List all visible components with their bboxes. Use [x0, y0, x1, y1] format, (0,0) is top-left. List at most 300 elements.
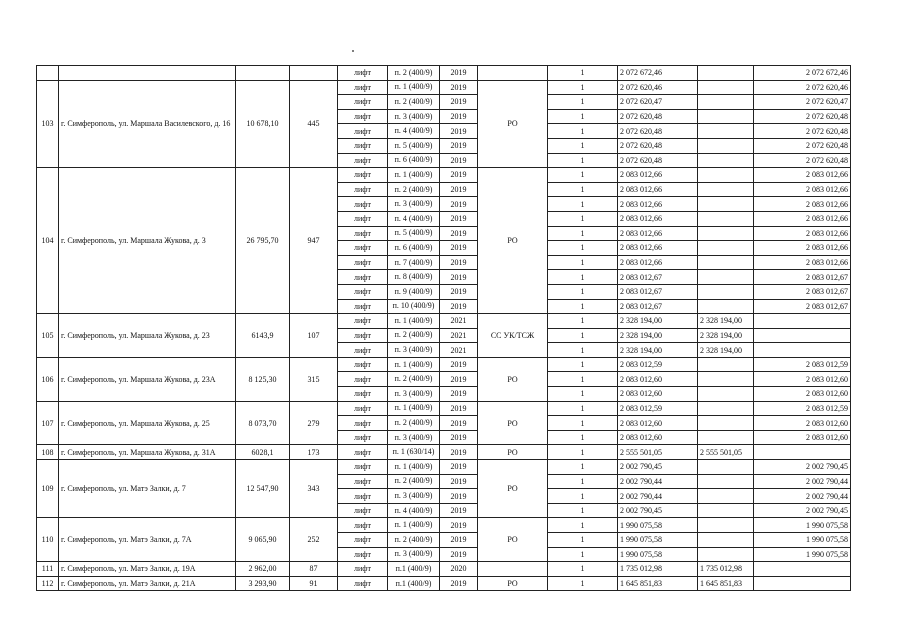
entrance-cell: п.1 (400/9) — [388, 562, 440, 577]
year-cell: 2021 — [440, 328, 478, 343]
work-type-cell: лифт — [338, 416, 388, 431]
fund-cost-cell — [698, 241, 754, 256]
funding-source-cell: РО — [478, 80, 548, 168]
entrance-cell: п. 3 (400/9) — [388, 430, 440, 445]
entrance-cell: п. 3 (400/9) — [388, 489, 440, 504]
ro-cost-cell — [754, 445, 851, 460]
work-type-cell: лифт — [338, 503, 388, 518]
entrance-cell: п. 1 (400/9) — [388, 314, 440, 329]
area-cell: 8 073,70 — [236, 401, 290, 445]
work-type-cell: лифт — [338, 299, 388, 314]
work-type-cell: лифт — [338, 474, 388, 489]
quantity-cell: 1 — [548, 66, 618, 81]
ro-cost-cell: 2 083 012,66 — [754, 211, 851, 226]
year-cell: 2019 — [440, 489, 478, 504]
quantity-cell: 1 — [548, 576, 618, 591]
fund-cost-cell — [698, 95, 754, 110]
quantity-cell: 1 — [548, 255, 618, 270]
entrance-cell: п. 9 (400/9) — [388, 284, 440, 299]
work-type-cell: лифт — [338, 445, 388, 460]
total-cost-cell: 2 083 012,59 — [618, 401, 698, 416]
year-cell: 2019 — [440, 503, 478, 518]
total-cost-cell: 2 083 012,60 — [618, 416, 698, 431]
fund-cost-cell — [698, 124, 754, 139]
fund-cost-cell — [698, 401, 754, 416]
quantity-cell: 1 — [548, 328, 618, 343]
quantity-cell: 1 — [548, 299, 618, 314]
entrance-cell: п. 7 (400/9) — [388, 255, 440, 270]
work-type-cell: лифт — [338, 153, 388, 168]
entrance-cell: п. 1 (400/9) — [388, 168, 440, 183]
work-type-cell: лифт — [338, 168, 388, 183]
total-cost-cell: 2 328 194,00 — [618, 314, 698, 329]
table-row — [37, 66, 851, 81]
ro-cost-cell: 2 083 012,67 — [754, 270, 851, 285]
funding-source-cell: РО — [478, 445, 548, 460]
year-cell: 2019 — [440, 533, 478, 548]
entrance-cell: п. 3 (400/9) — [388, 197, 440, 212]
ro-cost-cell — [754, 314, 851, 329]
quantity-cell: 1 — [548, 168, 618, 183]
fund-cost-cell: 2 328 194,00 — [698, 314, 754, 329]
work-type-cell: лифт — [338, 109, 388, 124]
total-cost-cell: 2 072 620,48 — [618, 138, 698, 153]
work-type-cell: лифт — [338, 430, 388, 445]
address-cell — [59, 66, 236, 81]
ro-cost-cell: 2 083 012,66 — [754, 226, 851, 241]
funding-source-cell: СС УК/ТСЖ — [478, 314, 548, 358]
entrance-cell: п. 5 (400/9) — [388, 138, 440, 153]
fund-cost-cell — [698, 197, 754, 212]
ro-cost-cell: 2 002 790,45 — [754, 460, 851, 475]
quantity-cell: 1 — [548, 489, 618, 504]
year-cell: 2019 — [440, 401, 478, 416]
table-row — [37, 518, 851, 533]
ro-cost-cell: 2 072 620,48 — [754, 124, 851, 139]
quantity-cell: 1 — [548, 416, 618, 431]
ro-cost-cell: 2 083 012,67 — [754, 284, 851, 299]
quantity-cell: 1 — [548, 503, 618, 518]
ro-cost-cell: 2 072 672,46 — [754, 66, 851, 81]
scan-speck — [352, 50, 354, 52]
total-cost-cell: 2 002 790,44 — [618, 474, 698, 489]
fund-cost-cell: 1 735 012,98 — [698, 562, 754, 577]
work-type-cell: лифт — [338, 138, 388, 153]
quantity-cell: 1 — [548, 387, 618, 402]
year-cell: 2019 — [440, 518, 478, 533]
table-row — [37, 357, 851, 372]
quantity-cell: 1 — [548, 270, 618, 285]
address-cell: г. Симферополь, ул. Маршала Жукова, д. 3 — [59, 168, 236, 314]
entrance-cell: п. 1 (400/9) — [388, 518, 440, 533]
work-type-cell: лифт — [338, 357, 388, 372]
ro-cost-cell: 2 083 012,67 — [754, 299, 851, 314]
fund-cost-cell — [698, 518, 754, 533]
ro-cost-cell: 2 083 012,60 — [754, 430, 851, 445]
area-cell: 9 065,90 — [236, 518, 290, 562]
total-cost-cell: 2 083 012,66 — [618, 168, 698, 183]
quantity-cell: 1 — [548, 124, 618, 139]
address-cell: г. Симферополь, ул. Матэ Залки, д. 21А — [59, 576, 236, 591]
fund-cost-cell — [698, 299, 754, 314]
area-cell: 6028,1 — [236, 445, 290, 460]
fund-cost-cell — [698, 270, 754, 285]
funding-source-cell — [478, 562, 548, 577]
total-cost-cell: 2 083 012,67 — [618, 270, 698, 285]
fund-cost-cell — [698, 255, 754, 270]
year-cell: 2020 — [440, 562, 478, 577]
year-cell: 2019 — [440, 109, 478, 124]
ro-cost-cell: 2 083 012,59 — [754, 357, 851, 372]
entrance-cell: п. 2 (400/9) — [388, 533, 440, 548]
quantity-cell: 1 — [548, 445, 618, 460]
quantity-cell: 1 — [548, 153, 618, 168]
fund-cost-cell — [698, 460, 754, 475]
work-type-cell: лифт — [338, 255, 388, 270]
total-cost-cell: 2 002 790,44 — [618, 489, 698, 504]
fund-cost-cell: 2 328 194,00 — [698, 343, 754, 358]
work-type-cell: лифт — [338, 460, 388, 475]
year-cell: 2019 — [440, 182, 478, 197]
total-cost-cell: 2 083 012,60 — [618, 430, 698, 445]
work-type-cell: лифт — [338, 241, 388, 256]
entrance-cell: п. 3 (400/9) — [388, 109, 440, 124]
funding-source-cell — [478, 66, 548, 81]
year-cell: 2019 — [440, 241, 478, 256]
entrance-cell: п. 3 (400/9) — [388, 343, 440, 358]
quantity-cell: 1 — [548, 460, 618, 475]
work-type-cell: лифт — [338, 576, 388, 591]
table-row — [37, 401, 851, 416]
work-type-cell: лифт — [338, 124, 388, 139]
year-cell: 2019 — [440, 416, 478, 431]
fund-cost-cell — [698, 387, 754, 402]
year-cell: 2019 — [440, 197, 478, 212]
total-cost-cell: 1 990 075,58 — [618, 518, 698, 533]
quantity-cell: 1 — [548, 372, 618, 387]
work-type-cell: лифт — [338, 518, 388, 533]
fund-cost-cell — [698, 109, 754, 124]
entrance-cell: п. 4 (400/9) — [388, 503, 440, 518]
ro-cost-cell — [754, 328, 851, 343]
entrance-cell: п. 2 (400/9) — [388, 328, 440, 343]
table-row — [37, 562, 851, 577]
quantity-cell: 1 — [548, 401, 618, 416]
year-cell: 2019 — [440, 211, 478, 226]
row-number-cell: 106 — [37, 357, 59, 401]
entrance-cell: п. 1 (400/9) — [388, 80, 440, 95]
year-cell: 2019 — [440, 80, 478, 95]
year-cell: 2019 — [440, 255, 478, 270]
fund-cost-cell — [698, 357, 754, 372]
area-cell: 3 293,90 — [236, 576, 290, 591]
area-cell: 6143,9 — [236, 314, 290, 358]
apartments-cell: 445 — [290, 80, 338, 168]
fund-cost-cell: 2 328 194,00 — [698, 328, 754, 343]
year-cell: 2019 — [440, 547, 478, 562]
ro-cost-cell: 2 072 620,48 — [754, 138, 851, 153]
quantity-cell: 1 — [548, 80, 618, 95]
year-cell: 2019 — [440, 153, 478, 168]
address-cell: г. Симферополь, ул. Маршала Жукова, д. 25 — [59, 401, 236, 445]
address-cell: г. Симферополь, ул. Маршала Василевского, д. 16 — [59, 80, 236, 168]
fund-cost-cell — [698, 503, 754, 518]
ro-cost-cell: 2 083 012,66 — [754, 168, 851, 183]
apartments-cell: 87 — [290, 562, 338, 577]
fund-cost-cell — [698, 182, 754, 197]
entrance-cell: п. 2 (400/9) — [388, 95, 440, 110]
table-row — [37, 168, 851, 183]
work-type-cell: лифт — [338, 343, 388, 358]
work-type-cell: лифт — [338, 182, 388, 197]
year-cell: 2019 — [440, 270, 478, 285]
ro-cost-cell — [754, 343, 851, 358]
fund-cost-cell — [698, 489, 754, 504]
ro-cost-cell: 2 072 620,46 — [754, 80, 851, 95]
entrance-cell: п. 1 (630/14) — [388, 445, 440, 460]
total-cost-cell: 2 083 012,66 — [618, 182, 698, 197]
ro-cost-cell: 1 990 075,58 — [754, 518, 851, 533]
apartments-cell: 107 — [290, 314, 338, 358]
address-cell: г. Симферополь, ул. Матэ Залки, д. 7А — [59, 518, 236, 562]
total-cost-cell: 2 002 790,45 — [618, 460, 698, 475]
apartments-cell: 91 — [290, 576, 338, 591]
fund-cost-cell — [698, 211, 754, 226]
total-cost-cell: 2 002 790,45 — [618, 503, 698, 518]
entrance-cell: п. 1 (400/9) — [388, 357, 440, 372]
apartments-cell: 173 — [290, 445, 338, 460]
quantity-cell: 1 — [548, 241, 618, 256]
fund-cost-cell: 1 645 851,83 — [698, 576, 754, 591]
ro-cost-cell: 2 072 620,48 — [754, 109, 851, 124]
register-body — [37, 66, 851, 591]
year-cell: 2019 — [440, 138, 478, 153]
fund-cost-cell — [698, 416, 754, 431]
entrance-cell: п. 6 (400/9) — [388, 241, 440, 256]
year-cell: 2021 — [440, 314, 478, 329]
fund-cost-cell — [698, 80, 754, 95]
quantity-cell: 1 — [548, 547, 618, 562]
work-type-cell: лифт — [338, 328, 388, 343]
total-cost-cell: 2 083 012,66 — [618, 211, 698, 226]
fund-cost-cell — [698, 226, 754, 241]
year-cell: 2019 — [440, 299, 478, 314]
total-cost-cell: 2 328 194,00 — [618, 328, 698, 343]
row-number-cell: 112 — [37, 576, 59, 591]
work-type-cell: лифт — [338, 270, 388, 285]
total-cost-cell: 2 083 012,59 — [618, 357, 698, 372]
fund-cost-cell — [698, 474, 754, 489]
address-cell: г. Симферополь, ул. Маршала Жукова, д. 31А — [59, 445, 236, 460]
area-cell: 2 962,00 — [236, 562, 290, 577]
area-cell: 8 125,30 — [236, 357, 290, 401]
apartments-cell — [290, 66, 338, 81]
ro-cost-cell: 2 083 012,66 — [754, 182, 851, 197]
ro-cost-cell: 2 083 012,60 — [754, 387, 851, 402]
fund-cost-cell — [698, 533, 754, 548]
area-cell: 12 547,90 — [236, 460, 290, 518]
apartments-cell: 343 — [290, 460, 338, 518]
funding-source-cell: РО — [478, 518, 548, 562]
entrance-cell: п. 4 (400/9) — [388, 124, 440, 139]
work-type-cell: лифт — [338, 372, 388, 387]
entrance-cell: п. 1 (400/9) — [388, 460, 440, 475]
ro-cost-cell: 2 083 012,59 — [754, 401, 851, 416]
row-number-cell: 111 — [37, 562, 59, 577]
ro-cost-cell — [754, 562, 851, 577]
quantity-cell: 1 — [548, 95, 618, 110]
ro-cost-cell: 2 083 012,60 — [754, 416, 851, 431]
total-cost-cell: 2 083 012,66 — [618, 241, 698, 256]
quantity-cell: 1 — [548, 138, 618, 153]
entrance-cell: п. 1 (400/9) — [388, 401, 440, 416]
entrance-cell: п. 3 (400/9) — [388, 387, 440, 402]
quantity-cell: 1 — [548, 109, 618, 124]
entrance-cell: п.1 (400/9) — [388, 576, 440, 591]
quantity-cell: 1 — [548, 182, 618, 197]
quantity-cell: 1 — [548, 284, 618, 299]
year-cell: 2019 — [440, 372, 478, 387]
work-type-cell: лифт — [338, 284, 388, 299]
quantity-cell: 1 — [548, 314, 618, 329]
total-cost-cell: 2 083 012,60 — [618, 372, 698, 387]
total-cost-cell: 2 083 012,67 — [618, 299, 698, 314]
work-type-cell: лифт — [338, 562, 388, 577]
work-type-cell: лифт — [338, 401, 388, 416]
work-type-cell: лифт — [338, 80, 388, 95]
year-cell: 2019 — [440, 357, 478, 372]
entrance-cell: п. 10 (400/9) — [388, 299, 440, 314]
funding-source-cell: РО — [478, 460, 548, 518]
fund-cost-cell — [698, 153, 754, 168]
table-row — [37, 460, 851, 475]
year-cell: 2019 — [440, 168, 478, 183]
row-number-cell: 110 — [37, 518, 59, 562]
total-cost-cell: 2 083 012,66 — [618, 226, 698, 241]
work-type-cell: лифт — [338, 533, 388, 548]
total-cost-cell: 1 990 075,58 — [618, 533, 698, 548]
ro-cost-cell: 1 990 075,58 — [754, 547, 851, 562]
row-number-cell: 107 — [37, 401, 59, 445]
entrance-cell: п. 3 (400/9) — [388, 547, 440, 562]
address-cell: г. Симферополь, ул. Маршала Жукова, д. 23 — [59, 314, 236, 358]
year-cell: 2021 — [440, 343, 478, 358]
total-cost-cell: 2 083 012,67 — [618, 284, 698, 299]
total-cost-cell: 1 990 075,58 — [618, 547, 698, 562]
quantity-cell: 1 — [548, 211, 618, 226]
year-cell: 2019 — [440, 460, 478, 475]
funding-source-cell: РО — [478, 168, 548, 314]
ro-cost-cell: 2 002 790,45 — [754, 503, 851, 518]
year-cell: 2019 — [440, 66, 478, 81]
year-cell: 2019 — [440, 474, 478, 489]
quantity-cell: 1 — [548, 197, 618, 212]
year-cell: 2019 — [440, 226, 478, 241]
row-number-cell: 108 — [37, 445, 59, 460]
total-cost-cell: 2 072 672,46 — [618, 66, 698, 81]
quantity-cell: 1 — [548, 226, 618, 241]
quantity-cell: 1 — [548, 533, 618, 548]
fund-cost-cell — [698, 430, 754, 445]
apartments-cell: 252 — [290, 518, 338, 562]
ro-cost-cell: 2 072 620,48 — [754, 153, 851, 168]
work-type-cell: лифт — [338, 387, 388, 402]
area-cell: 26 795,70 — [236, 168, 290, 314]
work-type-cell: лифт — [338, 489, 388, 504]
total-cost-cell: 2 083 012,60 — [618, 387, 698, 402]
entrance-cell: п. 2 (400/9) — [388, 372, 440, 387]
year-cell: 2019 — [440, 387, 478, 402]
fund-cost-cell — [698, 138, 754, 153]
entrance-cell: п. 2 (400/9) — [388, 182, 440, 197]
apartments-cell: 947 — [290, 168, 338, 314]
total-cost-cell: 2 555 501,05 — [618, 445, 698, 460]
row-number-cell: 109 — [37, 460, 59, 518]
total-cost-cell: 1 735 012,98 — [618, 562, 698, 577]
apartments-cell: 315 — [290, 357, 338, 401]
table-row — [37, 80, 851, 95]
fund-cost-cell — [698, 168, 754, 183]
work-type-cell: лифт — [338, 66, 388, 81]
table-row — [37, 576, 851, 591]
quantity-cell: 1 — [548, 562, 618, 577]
fund-cost-cell — [698, 66, 754, 81]
entrance-cell: п. 2 (400/9) — [388, 66, 440, 81]
ro-cost-cell: 1 990 075,58 — [754, 533, 851, 548]
funding-source-cell: РО — [478, 401, 548, 445]
total-cost-cell: 2 072 620,48 — [618, 109, 698, 124]
year-cell: 2019 — [440, 445, 478, 460]
ro-cost-cell: 2 083 012,66 — [754, 241, 851, 256]
row-number-cell — [37, 66, 59, 81]
address-cell: г. Симферополь, ул. Маршала Жукова, д. 23А — [59, 357, 236, 401]
ro-cost-cell: 2 072 620,47 — [754, 95, 851, 110]
area-cell — [236, 66, 290, 81]
apartments-cell: 279 — [290, 401, 338, 445]
row-number-cell: 104 — [37, 168, 59, 314]
row-number-cell: 105 — [37, 314, 59, 358]
address-cell: г. Симферополь, ул. Матэ Залки, д. 7 — [59, 460, 236, 518]
entrance-cell: п. 2 (400/9) — [388, 474, 440, 489]
work-type-cell: лифт — [338, 95, 388, 110]
fund-cost-cell: 2 555 501,05 — [698, 445, 754, 460]
ro-cost-cell — [754, 576, 851, 591]
table-row — [37, 445, 851, 460]
total-cost-cell: 2 072 620,48 — [618, 124, 698, 139]
quantity-cell: 1 — [548, 474, 618, 489]
total-cost-cell: 2 328 194,00 — [618, 343, 698, 358]
work-type-cell: лифт — [338, 226, 388, 241]
entrance-cell: п. 4 (400/9) — [388, 211, 440, 226]
capital-repair-register-table — [36, 65, 851, 591]
work-type-cell: лифт — [338, 314, 388, 329]
fund-cost-cell — [698, 372, 754, 387]
ro-cost-cell: 2 083 012,66 — [754, 197, 851, 212]
total-cost-cell: 2 083 012,66 — [618, 255, 698, 270]
entrance-cell: п. 6 (400/9) — [388, 153, 440, 168]
quantity-cell: 1 — [548, 518, 618, 533]
total-cost-cell: 2 072 620,48 — [618, 153, 698, 168]
year-cell: 2019 — [440, 430, 478, 445]
total-cost-cell: 2 072 620,47 — [618, 95, 698, 110]
total-cost-cell: 2 072 620,46 — [618, 80, 698, 95]
total-cost-cell: 2 083 012,66 — [618, 197, 698, 212]
ro-cost-cell: 2 083 012,66 — [754, 255, 851, 270]
ro-cost-cell: 2 002 790,44 — [754, 489, 851, 504]
year-cell: 2019 — [440, 124, 478, 139]
quantity-cell: 1 — [548, 357, 618, 372]
fund-cost-cell — [698, 284, 754, 299]
